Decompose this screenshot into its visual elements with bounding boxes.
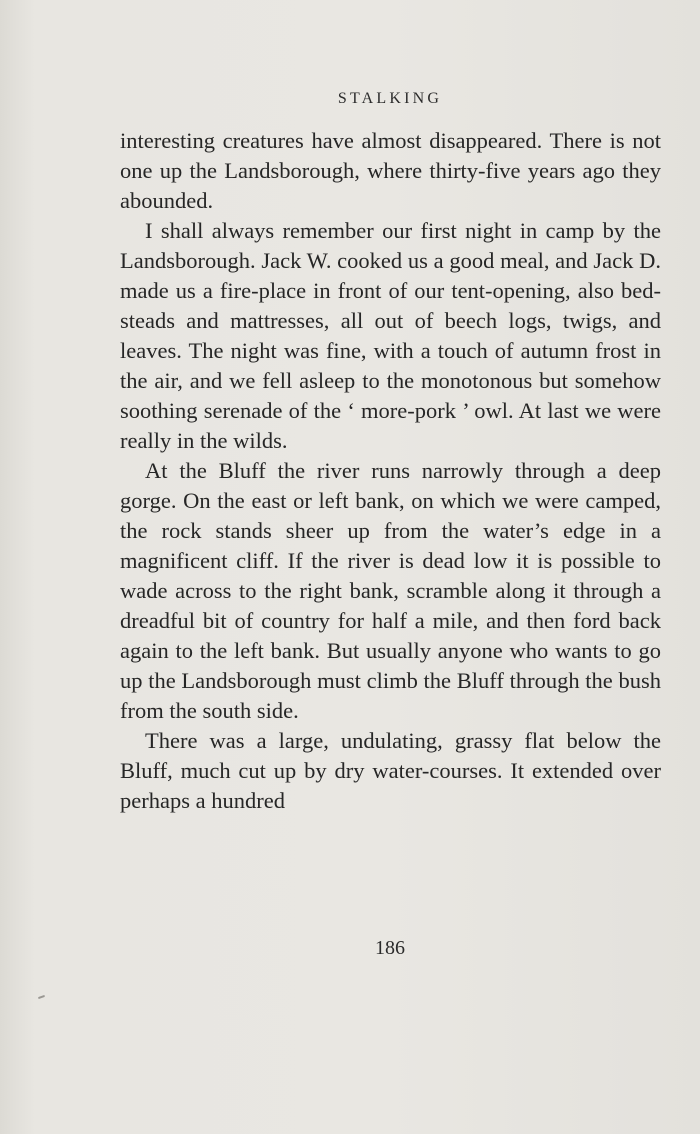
body-text bbox=[120, 126, 661, 816]
paragraph: At the Bluff the river runs narrowly through a deep gorge. On the east or left bank, on which we were camped, the rock stands sheer up from the water’s edge in a magnificent cliff. If the river is dead low it is possible to wade across to the right bank, scramble along it through a dreadful bit of country for half a mile, and then ford back again to the left bank. But usually anyone who wants to go up the Landsborough must climb the Bluff through the bush from the south side. bbox=[120, 458, 661, 723]
paragraph-continued: interesting creatures have almost disappeared. There is not one up the Landsborough, where thirty-five years ago they abounded. bbox=[120, 128, 661, 213]
paper-speck bbox=[38, 995, 45, 999]
paragraph: I shall always remember our first night in camp by the Landsborough. Jack W. cooked us a good meal, and Jack D. made us a fire-place in front of our tent-opening, also bed-steads and mattresses, all out of beech logs, twigs, and leaves. The night was fine, with a touch of autumn frost in the air, and we fell asleep to the monotonous but somehow soothing serenade of the ‘ more-pork ’ owl. At last we were really in the wilds. bbox=[120, 218, 661, 453]
running-head: STALKING bbox=[337, 90, 443, 107]
paragraph: There was a large, undulating, grassy flat below the Bluff, much cut up by dry water-courses. It extended over perhaps a hundred bbox=[120, 728, 661, 813]
page-number: 186 bbox=[375, 937, 405, 959]
